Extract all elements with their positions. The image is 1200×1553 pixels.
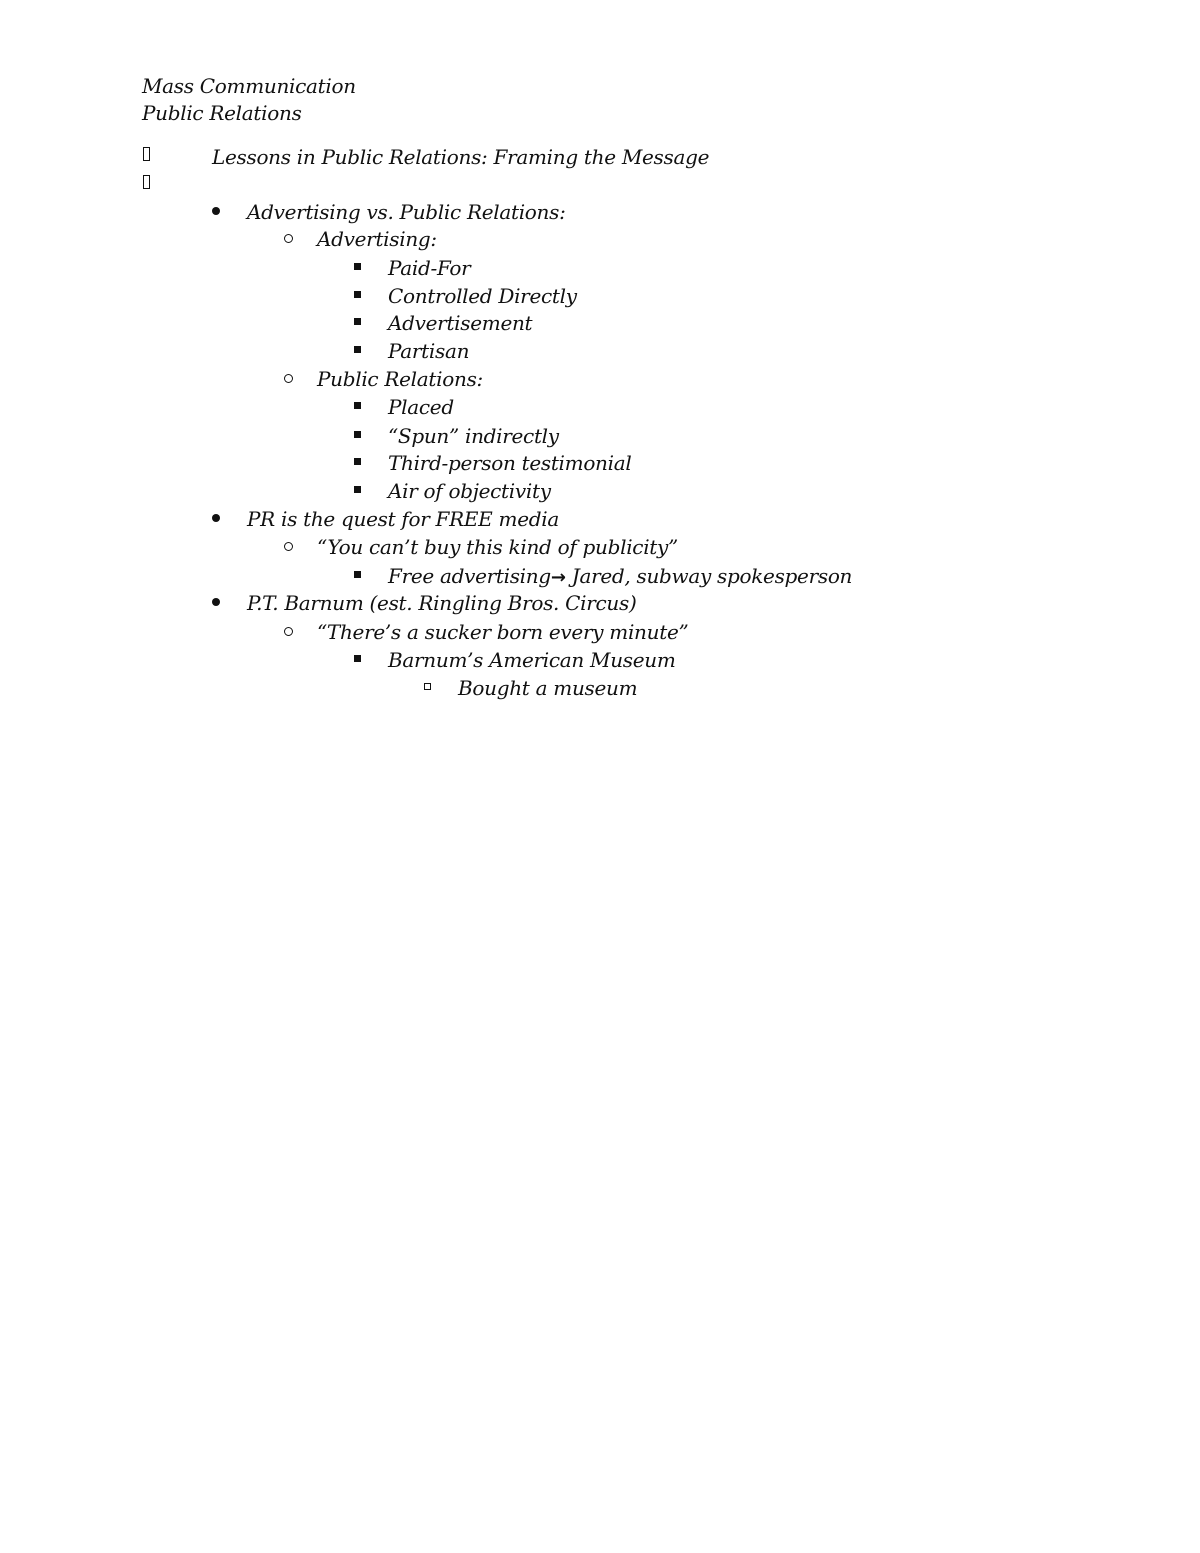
missing-glyph-icon (143, 147, 150, 161)
list-item (388, 566, 852, 587)
quote-line: “There’s a sucker born every minute” (317, 620, 689, 644)
bullet-square-icon (354, 655, 361, 662)
bullet-square-icon (354, 291, 361, 298)
bullet-circle-icon (284, 627, 293, 636)
bullet-disc-icon (212, 514, 220, 522)
bullet-disc-icon (212, 598, 220, 606)
list-item: Third-person testimonial (388, 451, 632, 475)
bullet-square-icon (354, 431, 361, 438)
bullet-square-icon (354, 318, 361, 325)
bullet-square-icon (354, 346, 361, 353)
list-item: Air of objectivity (388, 479, 551, 503)
bullet-disc-icon (212, 207, 220, 215)
jared-text: Jared, subway spokesperson (565, 564, 853, 588)
bullet-square-icon (354, 263, 361, 270)
list-item: Placed (388, 395, 454, 419)
topic-title: Public Relations (142, 101, 302, 125)
pr-heading: Public Relations: (317, 367, 483, 391)
list-item: Barnum’s American Museum (388, 648, 676, 672)
arrow-right-icon: → (550, 567, 566, 588)
outline-item-2: PR is the quest for FREE media (247, 507, 559, 531)
list-item: Paid-For (388, 256, 471, 280)
bullet-circle-icon (284, 374, 293, 383)
list-item: Advertisement (388, 311, 533, 335)
list-item: Bought a museum (458, 676, 638, 700)
missing-glyph-icon (143, 175, 150, 189)
advertising-heading: Advertising: (317, 227, 437, 251)
bullet-square-icon (354, 571, 361, 578)
course-title: Mass Communication (142, 74, 356, 98)
bullet-square-icon (354, 486, 361, 493)
list-item: Controlled Directly (388, 284, 577, 308)
bullet-hollow-square-icon (424, 683, 431, 690)
bullet-square-icon (354, 402, 361, 409)
lesson-title: Lessons in Public Relations: Framing the Message (212, 145, 710, 169)
outline-item-1: Advertising vs. Public Relations: (247, 200, 566, 224)
quote-line: “You can’t buy this kind of publicity” (317, 535, 678, 559)
bullet-circle-icon (284, 234, 293, 243)
bullet-square-icon (354, 458, 361, 465)
list-item: “Spun” indirectly (388, 424, 559, 448)
list-item: Partisan (388, 339, 470, 363)
bullet-circle-icon (284, 542, 293, 551)
free-advertising-text: Free advertising (388, 564, 551, 588)
outline-item-3: P.T. Barnum (est. Ringling Bros. Circus) (247, 591, 637, 615)
